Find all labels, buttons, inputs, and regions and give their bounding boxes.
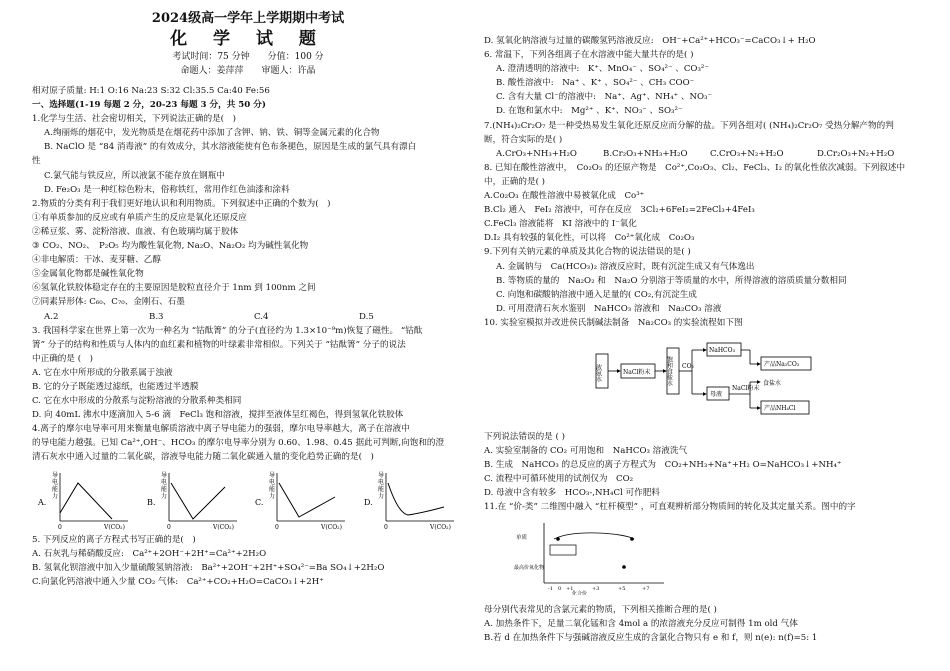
q4-stem-2: 的导电能力越强。已知 Ca²⁺,OH⁻、HCO₃ 的摩尔电导率分别为 0.60、1.98、0.45 据此可判断,向饱和的澄 <box>32 438 445 449</box>
q4-stem-3: 清石灰水中通入过量的二氧化碳，溶液导电能力随二氧化碳通入量的变化趋势正确的是( ) <box>32 452 374 463</box>
exam-authors: 命题人：姜萍萍 审题人：许晶 <box>180 66 316 76</box>
q1-option-c: C.氯气能与铁反应，所以液氯不能存放在钢瓶中 <box>44 170 225 181</box>
chart-b-ylabel-1: 导 <box>160 471 167 479</box>
q5-option-b: B. 氢氧化钡溶液中加入少量硫酸氢钠溶液: Ba²⁺+2OH⁻+2H⁺+SO₄²⁻=Ba SO₄↓+2H₂O <box>32 562 385 573</box>
left-column <box>32 0 464 589</box>
flow-label-co2: CO₂ <box>682 362 694 370</box>
diag2-xlabel: 化合价 <box>572 590 588 595</box>
q8-option-d: D.I₂ 具有较强的氧化性，可以将 Co²⁺氧化成 Co₂O₃ <box>484 233 695 244</box>
flow-label-brine: 饱和食盐水 <box>665 355 673 386</box>
q8-option-a: A.Co₂O₃ 在酸性溶液中易被氧化成 Co³⁺ <box>484 191 645 202</box>
q6-option-c: C. 含有大量 Cl⁻的溶液中: Na⁺、Ag⁺、NH₄⁺ 、NO₃⁻ <box>496 92 713 103</box>
q2-statement-6: ⑥氢氧化铁胶体稳定存在的主要原因是胶粒直径介于 1nm 到 100nm 之间 <box>32 283 316 294</box>
q4-charts <box>32 465 464 533</box>
chart-d <box>362 469 458 531</box>
chart-d-xlabel: V(CO₂) <box>429 523 451 531</box>
q7-option-a: A.CrO₃+NH₃+H₂O <box>496 148 577 159</box>
q9-stem: 9.下列有关钠元素的单质及其化合物的说法错误的是( ) <box>484 247 691 258</box>
q7-stem-2: 断，符合实际的是( ) <box>484 134 563 145</box>
chart-d-origin: 0 <box>383 523 388 531</box>
q6-option-d: D. 在饱和氯水中: Mg²⁺ 、K⁺、NO₃⁻ 、SO₃²⁻ <box>496 106 683 117</box>
chart-c-curve <box>279 483 335 517</box>
flow-label-salt: 食盐水 <box>763 379 782 387</box>
chart-b <box>145 469 241 531</box>
q2-option-c: C.4 <box>254 311 269 322</box>
q11-stem-2: 母分别代表常见的含氯元素的物质，下列相关推断合理的是( ) <box>484 604 717 615</box>
diag2-tick-5: +5 <box>618 585 626 592</box>
flow-label-nacl: NaCl粉末 <box>623 368 651 376</box>
q11-option-b: B.若 d 在加热条件下与强碱溶液反应生成的含氯化合物只有 e 和 f，则 n(e): n(f)=5: 1 <box>484 632 818 643</box>
q1-option-b: B. NaClO 是 “84 消毒液” 的有效成分，其水溶液能使有色布条褪色，原因是生成的氯气具有漂白 <box>44 142 417 153</box>
chart-d-ylabel-2: 电 <box>377 478 384 486</box>
chart-a-origin: 0 <box>58 523 62 531</box>
q11-stem-1: 11.在 “价-类” 二维图中融入 “杠杆模型” ，可直观辨析部分物质间的转化及其定量关系。图中的字 <box>484 502 856 513</box>
q7-stem-1: 7.(NH₄)₂Cr₂O₇ 是一种受热易发生氧化还原反应而分解的盐。下列各组对( (NH₄)₂Cr₂O₇ 受热分解产物的判 <box>484 120 894 131</box>
chart-a <box>36 469 132 531</box>
exam-time-score: 考试时间：75 分钟 分值：100 分 <box>172 52 324 62</box>
chart-b-ylabel-4: 力 <box>160 492 167 500</box>
diag2-box <box>550 545 576 555</box>
chart-a-letter: A. <box>38 497 47 507</box>
chart-c-ylabel-1: 导 <box>269 471 276 479</box>
q8-stem-1: 8. 已知在酸性溶液中， Co₂O₃ 的还原产物是 Co²⁺,Co₂O₃、Cl₂、FeCl₃、I₂ 的氧化性依次减弱。下列叙述中 <box>484 162 906 173</box>
chart-d-ylabel-1: 导 <box>377 471 384 479</box>
chart-b-ylabel-2: 电 <box>160 478 167 486</box>
q5-stem: 5. 下列反应的离子方程式书写正确的是( ) <box>32 534 196 545</box>
q2-option-d: D.5 <box>359 311 374 322</box>
subject-title: 化 学 试 题 <box>170 29 326 49</box>
chart-b-ylabel-3: 能 <box>160 485 167 493</box>
q10-option-d: D. 母液中含有较多 HCO₃-,NH₄Cl 可作肥料 <box>484 488 660 499</box>
q3-option-d: D. 向 40mL 沸水中逐滴加入 5-6 滴 FeCl₃ 饱和溶液，搅拌至液体呈红褐色，得到氢氧化铁胶体 <box>32 410 404 421</box>
diag2-ylabel-element: 单质 <box>516 534 528 541</box>
q7-option-c: C.CrO₃+N₂+H₂O <box>710 148 784 159</box>
q3-stem-2: 箐” 分子的结构和性质与人体内的血红素和植物的叶绿素非常相似。下列关于 “钴酞箐” 分子的说法 <box>32 339 406 350</box>
q2-statement-7: ⑦同素异形体: C₆₀、C₇₀、金刚石、石墨 <box>32 297 185 308</box>
atomic-mass-line: 相对原子质量: H:1 O:16 Na:23 S:32 Cl:35.5 Ca:40 Fe:56 <box>32 86 270 96</box>
q1-stem: 1.化学与生活、社会密切相关，下列说法正确的是( ) <box>32 114 236 125</box>
q1-option-a: A.绚丽烁的烟花中，发光物质是在烟花药中添加了含钾、钠、铁、铜等金属元素的化合物 <box>44 128 380 139</box>
chart-a-ylabel-1: 导 <box>52 471 59 479</box>
q10-flow-diagram <box>594 336 824 418</box>
diag2-ylabel-oxide: 最高价氧化物 <box>514 564 545 571</box>
chart-a-xlabel: V(CO₂) <box>104 523 125 531</box>
chart-a-ylabel-3: 能 <box>52 485 59 493</box>
q4-stem-1: 4.离子的摩尔电导率可用来衡量电解质溶液中离子导电能力的强弱，摩尔电导率越大，离子在溶液中 <box>32 424 410 435</box>
q5-option-d: D. 氢氧化钠溶液与过量的碳酸氢钙溶液反应: OH⁻+Ca²⁺+HCO₃⁻=CaCO₃↓+ H₂O <box>484 36 816 46</box>
flow-label-nahco3: NaHCO₃ <box>709 346 735 354</box>
q9-option-d: D. 可用澄清石灰水鉴别 NaHCO₃ 溶液和 Na₂CO₃ 溶液 <box>496 303 722 314</box>
flow-label-nh4cl: 产品NH₄Cl <box>764 404 796 412</box>
diag2-point-3 <box>622 565 626 569</box>
chart-c-ylabel-2: 电 <box>269 478 276 486</box>
q10-option-c: C. 流程中可循环使用的试剂仅为 CO₂ <box>484 474 634 485</box>
chart-b-origin: 0 <box>166 523 171 531</box>
chart-a-ylabel-2: 电 <box>52 478 59 486</box>
chart-c-ylabel-3: 能 <box>269 485 276 493</box>
q3-stem-3: 中正确的是 ( ) <box>32 353 93 364</box>
q8-option-b: B.Cl₂ 通入 FeI₂ 溶液中，可存在反应 3Cl₂+6FeI₂=2FeCl₃+4FeI₃ <box>484 205 755 216</box>
exam-title: 2024级高一学年上学期期中考试 <box>151 11 345 26</box>
diag2-lever-curve <box>554 532 634 538</box>
q2-statement-2: ②稀豆浆、雾、淀粉溶液、血液、有色玻璃均属于胶体 <box>32 226 239 237</box>
q7-option-d: D.Cr₂O₃+N₂+H₂O <box>817 148 895 159</box>
q8-option-c: C.FeCl₃ 溶液能将 KI 溶液中的 I⁻氧化 <box>484 219 637 230</box>
chart-c-origin: 0 <box>275 523 280 531</box>
diag2-tick-3: +3 <box>592 585 600 592</box>
chart-c-letter: C. <box>255 497 264 507</box>
q2-statement-1: ①有单质参加的反应或有单质产生的反应是氧化还原反应 <box>32 212 247 223</box>
q10-sub-stem: 下列说法错误的是 ( ) <box>484 431 565 442</box>
q2-statement-5: ⑤金属氧化物都是碱性氧化物 <box>32 269 144 280</box>
diag2-point-2 <box>630 537 634 541</box>
q2-statement-4: ④非电解质：干冰、麦芽糖、乙醇 <box>32 255 161 266</box>
diag2-tick-7: +7 <box>642 585 650 592</box>
q2-stem: 2.物质的分类有利于我们更好地认识和利用物质。下列叙述中正确的个数为( ) <box>32 198 331 209</box>
section-heading: 一、选择题(1-19 每题 2 分，20-23 每题 3 分，共 50 分) <box>32 100 266 111</box>
q3-option-b: B. 它的分子既能透过滤纸，也能透过半透膜 <box>32 381 199 392</box>
flow-label-filtrate: 母液 <box>710 390 723 398</box>
chart-d-ylabel-4: 力 <box>377 492 384 500</box>
q2-statement-3: ③ CO₂、NO₂、 P₂O₅ 均为酸性氧化物, Na₂O、Na₂O₂ 均为碱性氧化物 <box>32 241 309 252</box>
right-column <box>484 34 924 645</box>
q3-option-a: A. 它在水中所形成的分散系属于浊液 <box>32 367 173 378</box>
diag2-tick-1: +1 <box>566 585 574 592</box>
q1-option-b-cont: 性 <box>32 156 41 167</box>
q6-option-a: A. 澄清透明的溶液中: K⁺、MnO₄⁻ 、SO₄²⁻ 、CO₃²⁻ <box>496 64 709 75</box>
q2-option-a: A.2 <box>44 311 59 322</box>
q10-option-a: A. 实验室制备的 CO₂ 可用饱和 NaHCO₃ 溶液洗气 <box>484 446 688 457</box>
q10-stem: 10. 实验室模拟并改进侯氏制碱法制备 Na₂CO₃ 的实验流程如下图 <box>484 317 743 328</box>
q2-options <box>32 310 464 324</box>
flow-label-nacl2: NaCl粉末 <box>732 384 760 392</box>
q6-option-b: B. 酸性溶液中: Na⁺ 、K⁺ 、SO₄²⁻ 、CH₃ COO⁻ <box>496 78 695 89</box>
q5-option-a: A. 石灰乳与稀硝酸反应: Ca²⁺+2OH⁻+2H⁺=Ca²⁺+2H₂O <box>32 548 267 559</box>
q7-option-b: B.Cr₂O₃+NH₃+H₂O <box>603 148 688 159</box>
chart-b-xlabel: V(CO₂) <box>212 523 234 531</box>
q3-stem-1: 3. 我国科学家在世界上第一次为一种名为 “钴酞箐” 的分子(直径约为 1.3×10⁻⁹m)恢复了磁性。 “钴酞 <box>32 325 423 336</box>
chart-c-ylabel-4: 力 <box>269 492 276 500</box>
q9-option-a: A. 金属钠与 Ca(HCO₃)₂ 溶液反应时，既有沉淀生成又有气体逸出 <box>496 261 755 272</box>
q1-option-d: D. Fe₂O₃ 是一种红棕色粉末，俗称铁红，常用作红色油漆和涂料 <box>44 184 290 195</box>
q5-option-c: C.向氯化钙溶液中通入少量 CO₂ 气体: Ca²⁺+CO₂+H₂O=CaCO₃↓+2H⁺ <box>32 576 324 587</box>
q10-option-b: B. 生成 NaHCO₃ 的总反应的离子方程式为 CO₂+NH₃+Na⁺+H₂ O=NaHCO₃↓+NH₄⁺ <box>484 460 842 471</box>
diag2-point-1 <box>556 537 560 541</box>
chart-c <box>253 469 349 531</box>
flow-label-ammonia: 浓氨水 <box>594 363 602 382</box>
chart-b-letter: B. <box>146 497 156 507</box>
q11-option-a: A. 加热条件下，足量二氧化锰和含 4mol a 的浓溶液充分反应可制得 1m old 气体 <box>484 618 798 629</box>
chart-d-curve <box>388 483 444 515</box>
q6-stem: 6. 常温下，下列各组离子在水溶液中能大量共存的是( ) <box>484 50 694 61</box>
q7-options <box>484 147 924 161</box>
q2-option-b: B.3 <box>149 311 164 322</box>
q3-option-c: C. 它在水中形成的分散系与淀粉溶液的分散系种类相同 <box>32 396 242 407</box>
chart-c-xlabel: V(CO₂) <box>321 523 343 531</box>
chart-d-ylabel-3: 能 <box>377 485 384 493</box>
flow-label-product: 产品Na₂CO₃ <box>764 360 800 368</box>
q11-valence-class-diagram <box>514 519 674 595</box>
chart-d-letter: D. <box>363 497 373 507</box>
chart-b-curve <box>171 483 225 519</box>
chart-a-curve <box>60 483 112 519</box>
diag2-tick-neg1: -1 <box>548 585 553 592</box>
q9-option-c: C. 向饱和碳酸钠溶液中通入足量的( CO₂,有沉淀生成 <box>496 289 697 300</box>
diag2-tick-0: 0 <box>558 585 562 592</box>
chart-a-ylabel-4: 力 <box>52 492 59 500</box>
q9-option-b: B. 等物质的量的 Na₂O₂ 和 Na₂O 分别溶于等质量的水中，所得溶液的溶质质量分数相同 <box>496 275 847 286</box>
q8-stem-2: 中，正确的是( ) <box>484 176 545 187</box>
